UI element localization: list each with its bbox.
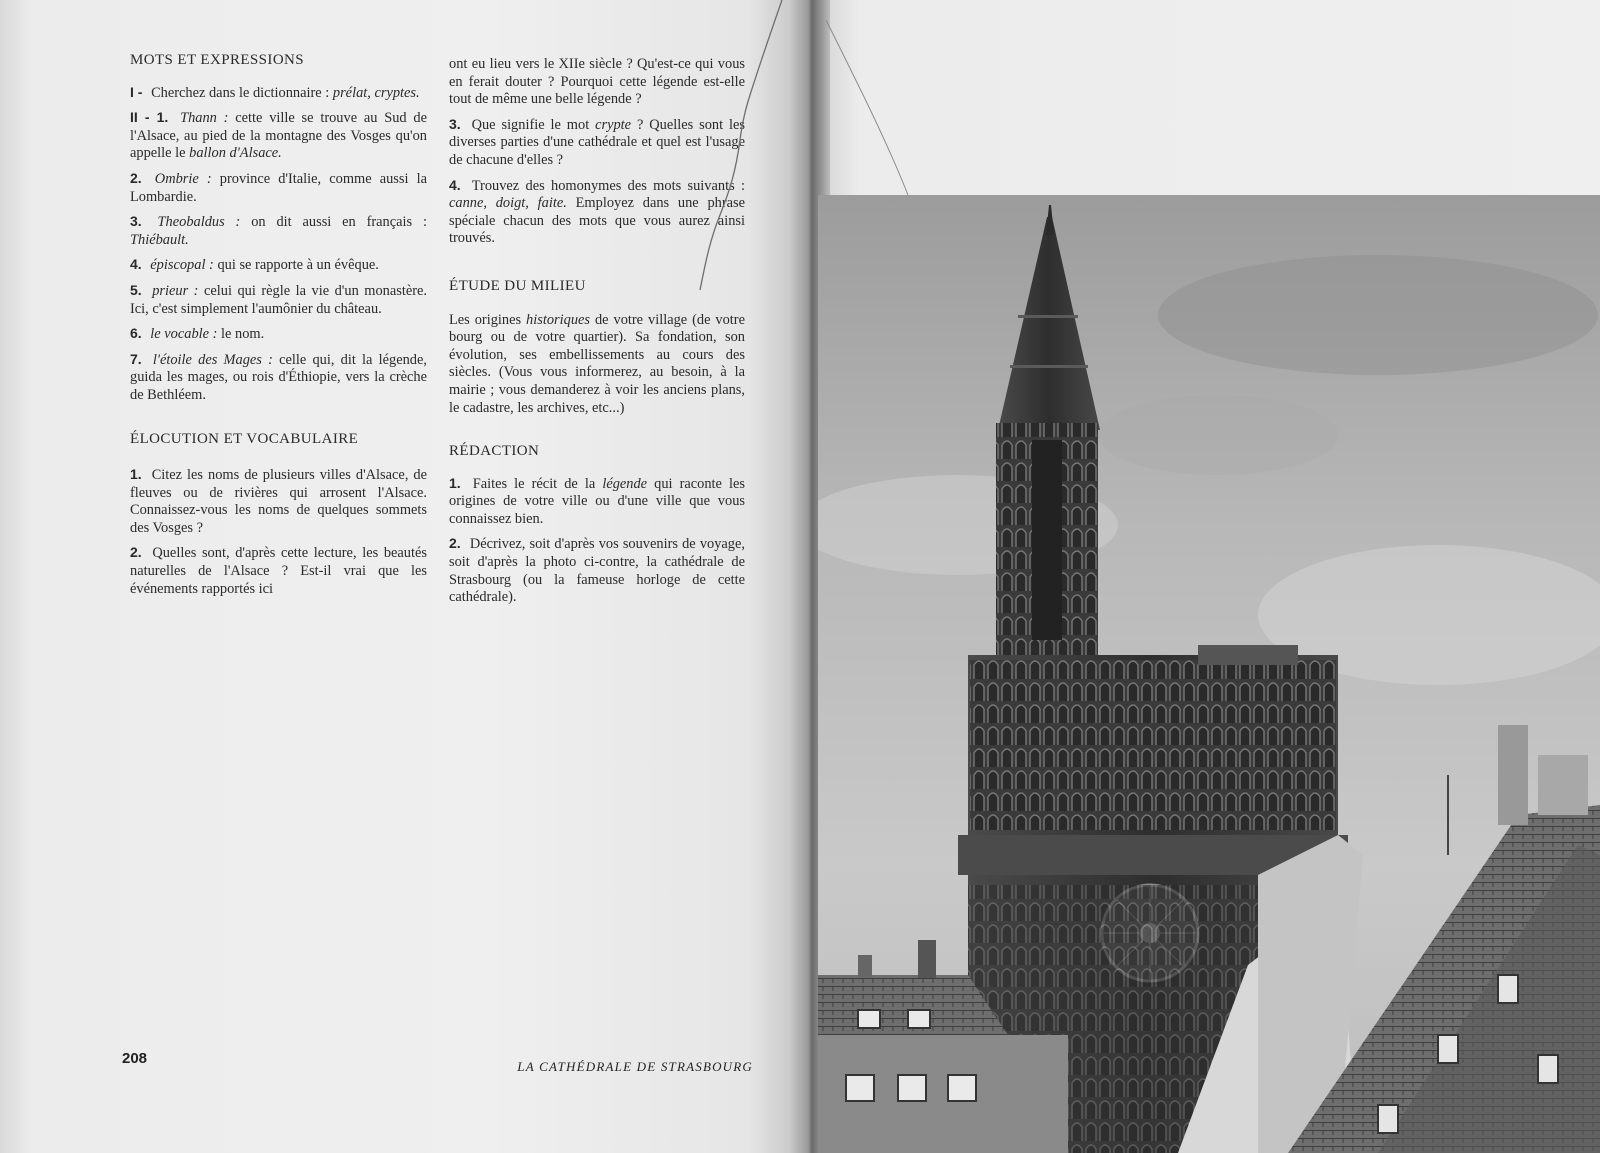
cathedral-photo (818, 195, 1600, 1153)
mots-item: 3. Theobaldus : on dit aussi en français : Thiébault. (130, 213, 427, 248)
redaction-item: 1. Faites le récit de la légende qui raconte les origines de votre ville ou d'une ville que vous connaissez bien. (449, 474, 745, 527)
redaction-heading: RÉDACTION (449, 443, 540, 460)
continuation-text: ont eu lieu vers le XIIe siècle ? Qu'est-ce qui vous en ferait douter ? Pourquoi cette légende est-elle tout de même une belle légende ? (449, 56, 745, 108)
page-number: 208 (122, 1050, 148, 1067)
running-head: LA CATHÉDRALE DE STRASBOURG (517, 1059, 753, 1074)
left-column (130, 52, 427, 605)
mots-item: 5. prieur : celui qui règle la vie d'un monastère. Ici, c'est simplement l'aumônier du château. (130, 281, 427, 317)
elocution-heading: ÉLOCUTION ET VOCABULAIRE (130, 430, 359, 447)
mots-item: 4. épiscopal : qui se rapporte à un évêque. (130, 256, 379, 274)
mots-item: 6. le vocable : le nom. (130, 325, 265, 343)
mots-item: 2. Ombrie : province d'Italie, comme aussi la Lombardie. (130, 169, 427, 205)
mots-item: II - 1. Thann : cette ville se trouve au Sud de l'Alsace, au pied de la montagne des Vosges qu'on appelle le ballon d'Alsace. (130, 109, 427, 162)
elocution-item: 1. Citez les noms de plusieurs villes d'Alsace, de fleuves ou de rivières qui arrosent l'Alsace. Connaissez-vous les noms de quelques sommets des Vosges ? (130, 466, 427, 536)
right-column (449, 56, 745, 614)
elocution-item: 2. Quelles sont, d'après cette lecture, les beautés naturelles de l'Alsace ? Est-il vrai que les événements rapportés ici (130, 544, 427, 597)
etude-heading: ÉTUDE DU MILIEU (449, 277, 586, 294)
cathedral-image (818, 195, 1600, 1153)
redaction-item: 2. Décrivez, soit d'après vos souvenirs de voyage, soit d'après la photo ci-contre, la cathédrale de Strasbourg (ou la fameuse horloge de cette cathédrale). (449, 535, 745, 606)
question-3: 3. Que signifie le mot crypte ? Quelles sont les diverses parties d'une cathédrale et quel est l'usage de chacune d'elles ? (449, 115, 745, 168)
mots-item: 7. l'étoile des Mages : celle qui, dit la légende, guida les mages, ou rois d'Éthiopie, vers la crèche de Bethléem. (130, 350, 427, 403)
mots-item: I - Cherchez dans le dictionnaire : prélat, cryptes. (130, 83, 420, 101)
mots-heading: MOTS ET EXPRESSIONS (130, 52, 305, 68)
etude-text: Les origines historiques de votre village (de votre bourg ou de votre quartier). Sa fondation, son évolution, ses embellissements au cours des siècles. (Vous vous informerez, au besoin, à la mairie ; vous demanderez à voir les anciens plans, le cadastre, les archives, etc...) (449, 311, 745, 416)
question-4: 4. Trouvez des homonymes des mots suivants : canne, doigt, faite. Employez dans une phrase spéciale chacun des mots que vous aurez ainsi trouvés. (449, 176, 745, 247)
